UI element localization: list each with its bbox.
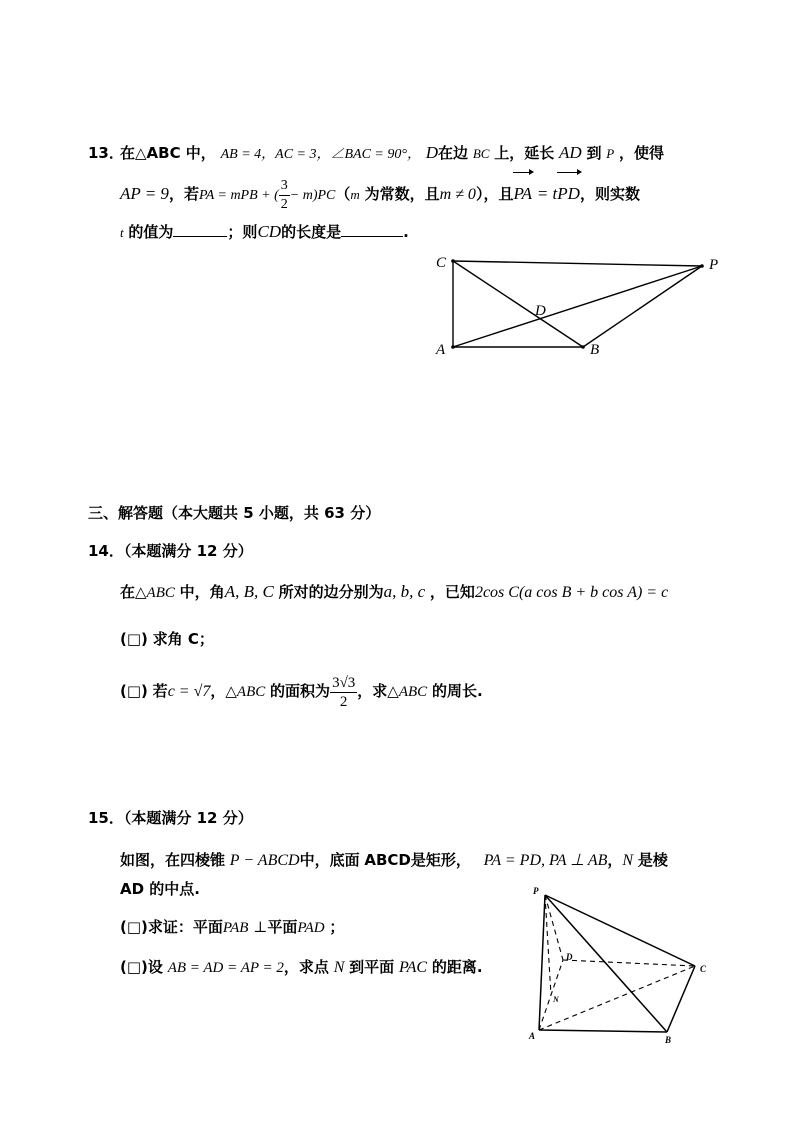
- question-15-stem-line-1: 如图，在四棱锥 P − ABCD中，底面 ABCD是矩形， PA = PD, PA ⊥ AB，N 是棱: [120, 851, 668, 869]
- point-b: [581, 345, 585, 349]
- question-15-part-1: (□)求证：平面PAB ⊥平面PAD ；: [120, 918, 345, 936]
- edge-pa: [539, 895, 545, 1030]
- section-title: 三、解答题（本大题共 5 小题，共 63 分）: [88, 504, 381, 522]
- pyramid-figure-15: [525, 880, 715, 1045]
- segment-pn-hidden: [545, 895, 551, 995]
- question-14-header: 14．（本题满分 12 分）: [88, 542, 253, 560]
- question-13-line-1: 在△ABC 中， AB = 4，AC = 3，∠BAC = 90°， D在边 BC 上，延长 AD 到 P ，使得: [120, 143, 665, 162]
- edge-dc-hidden: [563, 960, 695, 966]
- answer-blank-2[interactable]: [341, 222, 403, 237]
- label-p: P: [533, 886, 539, 896]
- label-b: B: [665, 1035, 672, 1045]
- label-p: P: [709, 257, 719, 273]
- edge-ab: [539, 1030, 667, 1032]
- fraction-area: $\frac{3√3}{2}$: [332, 674, 356, 710]
- label-b: B: [590, 342, 600, 358]
- vector-pd: PD: [557, 174, 580, 214]
- question-13-line-2: AP = 9，若PA = mPB + ( $\frac{3}{2}$ − m)PC（m 为常数，且m ≠ 0），且PA = tPD，则实数: [120, 174, 640, 214]
- point-c: [451, 259, 455, 263]
- question-14-part-2: (□) 若c = √7，△ABC 的面积为 $\frac{3√3}{2}$ ，求△ABC 的周长.: [120, 674, 483, 710]
- edge-bc: [667, 966, 695, 1032]
- label-d: D: [566, 952, 573, 962]
- point-a: [451, 345, 455, 349]
- label-c: C: [436, 255, 447, 271]
- question-13-line-3: t 的值为 ；则CD的长度是 .: [120, 222, 409, 241]
- label-a: A: [436, 342, 446, 358]
- segment-bp: [583, 266, 702, 347]
- fraction-three-halves: $\frac{3}{2}$: [280, 177, 288, 212]
- segment-cb: [453, 261, 583, 347]
- question-14-part-1: (□) 求角 C；: [120, 630, 214, 648]
- label-a: A: [529, 1031, 536, 1041]
- point-p: [700, 264, 704, 268]
- question-13-number: 13．: [88, 144, 124, 162]
- answer-blank-1[interactable]: [173, 222, 227, 237]
- question-15-part-2: (□)设 AB = AD = AP = 2，求点 N 到平面 PAC 的距离.: [120, 958, 483, 976]
- label-c: C: [700, 964, 707, 974]
- label-d: D: [535, 303, 546, 319]
- segment-ap: [453, 266, 702, 347]
- vector-pa: PA: [513, 174, 532, 214]
- label-n: N: [553, 995, 559, 1004]
- segment-cp: [453, 261, 702, 266]
- question-14-stem: 在△ABC 中，角A, B, C 所对的边分别为a, b, c ，已知2cos C(a cos B + b cos A) = c: [120, 582, 669, 601]
- question-15-header: 15．（本题满分 12 分）: [88, 809, 253, 827]
- question-15-stem-line-2: AD 的中点.: [120, 880, 200, 898]
- triangle-figure-13: [430, 250, 730, 360]
